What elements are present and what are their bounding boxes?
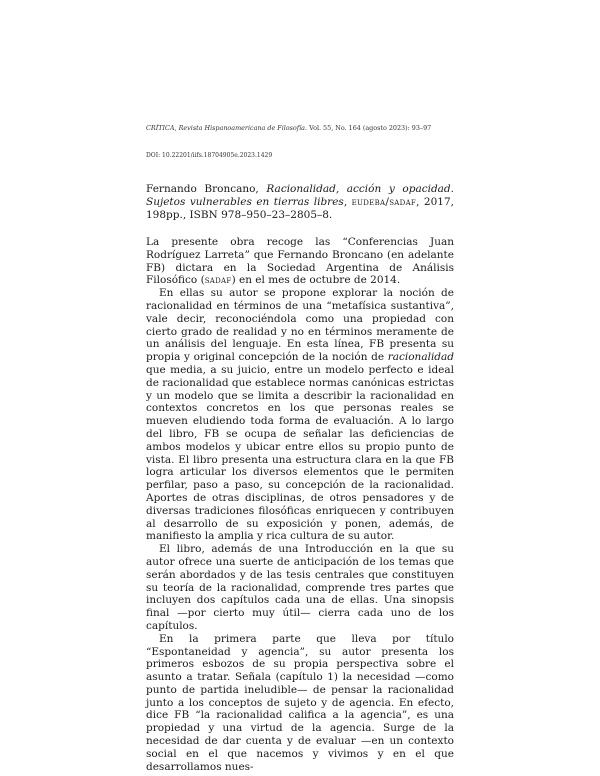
doi-line: DOI: 10.22201/iifs.18704905e.2023.1429 [146,152,273,159]
journal-volume: Vol. 55, No. 164 (agosto 2023): 93–97 [309,124,432,132]
racionalidad-emphasis: racionalidad [387,351,454,364]
citation-title: Racionalidad, acción y opacidad. Sujetos vulnerables en tierras libres [146,183,454,208]
paragraph-2 [146,287,454,543]
review-body [146,236,454,773]
citation-author: Fernando Broncano, [146,183,267,195]
paragraph-2-text-b: que media, a su juicio, entre un modelo perfecto e ideal de racionalidad que establece normas canónicas estrictas y un modelo que se limita a describir la racionalidad en contextos concretos en los que personas reales se mueven eludiendo toda forma de evaluación. A lo largo del libro, FB se ocupa de señalar las deficiencias de ambos modelos y ubicar entre ellos su propio punto de vista. El libro presenta una estructura clara en la que FB logra articular los diversos elementos que le permiten perfilar, paso a paso, su concepción de la racionalidad. Aportes de otras disciplinas, de otros pensadores y de diversas tradiciones filosóficas enriquecen y contribuyen al desarrollo de su exposición y ponen, además, de manifiesto la amplia y rica cultura de su autor. [146,363,454,543]
paragraph-1 [146,236,454,287]
paragraph-4: En la primera parte que lleva por título “Espontaneidad y agencia”, su autor presenta los primeros esbozos de su propia perspectiva sobre el asunto a tratar. Señala (capítulo 1) la necesidad —como punto de partida ineludible— de pensar la racionalidad junto a los conceptos de sujeto y de agencia. En efecto, dice FB “la racionalidad califica a la agencia”, es una propiedad y una virtud de la agencia. Surge de la necesidad de dar cuenta y de evaluar —en un contexto social en el que nacemos y vivimos y en el que desarrollamos nues- [146,632,454,773]
paragraph-2-text-a: En ellas su autor se propone explorar la noción de racionalidad en términos de una “metafísica sustantiva”, vale decir, reconociéndola como una propiedad con cierto grado de realidad y no en términos meramente de un análisis del lenguaje. En esta línea, FB presenta su propia y original concepción de la noción de [146,287,454,364]
paragraph-3: El libro, además de una Introducción en la que su autor ofrece una suerte de anticipación de los temas que serán abordados y de las tesis centrales que constituyen su teoría de la racionalidad, comprende tres partes que incluyen dos capítulos cada una de ellas. Una sinopsis final —por cierto muy útil— cierra cada uno de los capítulos. [146,543,454,632]
citation-publisher: eudeba/sadaf [351,195,417,208]
paragraph-1-text-b: ) en el mes de octubre de 2014. [231,274,401,287]
paragraph-1-text-a: La presente obra recoge las “Conferencias Juan Rodríguez Larreta” que Fernando Broncano (en adelante FB) dictara en la Sociedad Argentina de Análisis Filosófico ( [146,236,454,287]
citation-separator: , [343,195,352,208]
running-header [146,124,466,132]
sadaf-acronym: sadaf [204,274,232,287]
citation-details: , 2017, 198pp., ISBN 978–950–23–2805–8. [146,195,454,221]
journal-name: CRÍTICA, Revista Hispanoamericana de Filosofía. [146,124,308,132]
book-citation [146,183,454,221]
